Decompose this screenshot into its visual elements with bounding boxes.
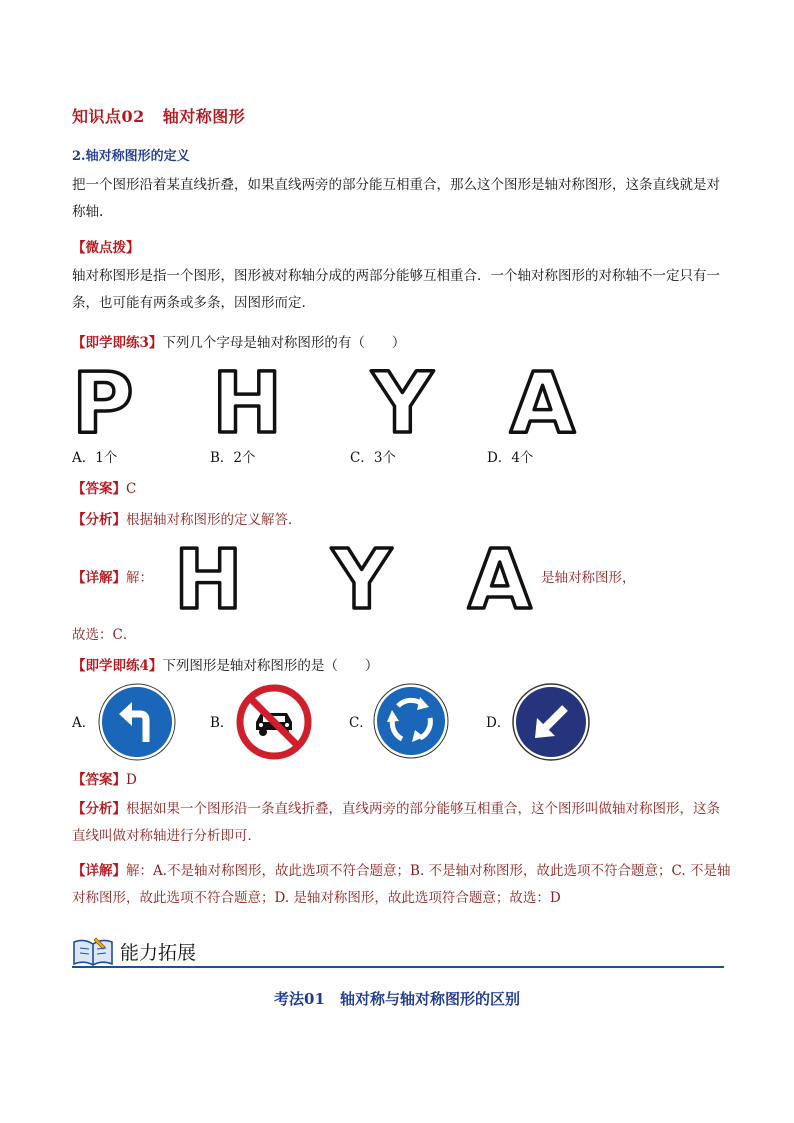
exercise3-analysis-label: 【分析】 (72, 512, 126, 528)
exercise3-label: 【即学即练3】 (72, 335, 163, 351)
exercise4-option-b: B． (210, 715, 234, 731)
exercise3-letters-figure (70, 360, 590, 438)
tip-label: 【微点拨】 (72, 240, 140, 256)
exercise4-option-d: D． (486, 715, 511, 731)
exercise3-detail-suffix: 是轴对称图形， (541, 570, 636, 586)
kaofa-title: 轴对称与轴对称图形的区别 (339, 990, 520, 1008)
exercise3-option-c: C．3个 (350, 450, 396, 466)
ability-extension-section-header (72, 934, 724, 970)
detail-letter-h-outline: H (174, 538, 243, 614)
exercise4-option-c: C． (349, 715, 373, 731)
exercise4-answer-line (72, 768, 137, 788)
down-left-arrow-sign-icon (511, 682, 591, 762)
knowledge-point-label: 知识点02 (72, 107, 145, 126)
section-divider (72, 966, 724, 968)
kaofa-heading (0, 988, 794, 1009)
section-title: 能力拓展 (120, 942, 197, 964)
exercise3-detail-prefix: 解： (126, 570, 153, 586)
kaofa-label: 考法01 (274, 990, 325, 1008)
exercise4-detail-block (72, 858, 732, 912)
exercise3-answer: C (126, 481, 137, 497)
exercise4-analysis-label: 【分析】 (72, 801, 126, 817)
exercise4-question: 下列图形是轴对称图形的是（ ） (162, 658, 379, 674)
exercise4-option-a: A． (72, 715, 96, 731)
exercise4-label: 【即学即练4】 (72, 658, 163, 674)
definition-text: 把一个图形沿着某直线折叠，如果直线两旁的部分能互相重合，那么这个图形是轴对称图形，这条直线就是对称轴. (72, 177, 720, 220)
detail-letter-a-outline: A (468, 538, 532, 614)
exercise3-detail-label: 【详解】 (72, 570, 126, 586)
exercise3-answer-label: 【答案】 (72, 481, 126, 497)
exercise3-detail-letters-figure (172, 538, 542, 614)
exercise3-answer-line (72, 477, 136, 497)
exercise3-option-b: B．2个 (210, 450, 256, 466)
exercise3-option-d: D．4个 (487, 450, 534, 466)
roundabout-sign-icon (372, 682, 450, 760)
tip-text: 轴对称图形是指一个图形，图形被对称轴分成的两部分能够互相重合．一个轴对称图形的对称轴不一定只有一条，也可能有两条或多条，因图形而定. (72, 268, 720, 311)
open-book-icon (72, 934, 114, 968)
letter-y-outline: Y (372, 360, 433, 438)
detail-letter-y-outline: Y (332, 538, 392, 614)
exercise4-analysis: 根据如果一个图形沿一条直线折叠，直线两旁的部分能够互相重合，这个图形叫做轴对称图形，这条直线叫做对称轴进行分析即可． (72, 801, 720, 844)
letter-p-outline: P (72, 360, 134, 438)
knowledge-point-title (72, 104, 245, 127)
exercise4-answer-label: 【答案】 (72, 772, 126, 788)
exercise3-conclusion: 故选：C． (72, 627, 137, 643)
exercise3-detail-line (72, 566, 153, 586)
exercise3-question-line (72, 331, 405, 351)
exercise3-option-a: A．1个 (72, 450, 118, 466)
exercise4-detail: 解：A.不是轴对称图形，故此选项不符合题意；B. 不是轴对称图形，故此选项不符合题意；C. 不是轴对称图形，故此选项不符合题意；D. 是轴对称图形，故此选项符合题意；故选：D (72, 863, 731, 906)
exercise3-analysis-line (72, 508, 302, 528)
no-cars-sign-icon (234, 682, 314, 762)
exercise4-answer: D (126, 772, 137, 788)
letter-h-outline: H (212, 360, 283, 438)
exercise4-analysis-block (72, 796, 732, 850)
turn-left-sign-icon (97, 682, 177, 762)
knowledge-point-topic: 轴对称图形 (162, 107, 246, 126)
letter-a-outline: A (510, 360, 576, 438)
definition-heading: 2.轴对称图形的定义 (72, 149, 190, 164)
exercise3-question: 下列几个字母是轴对称图形的有（ ） (162, 335, 406, 351)
exercise4-question-line (72, 654, 378, 674)
exercise3-analysis: 根据轴对称图形的定义解答． (126, 512, 302, 528)
exercise4-detail-label: 【详解】 (72, 863, 126, 879)
